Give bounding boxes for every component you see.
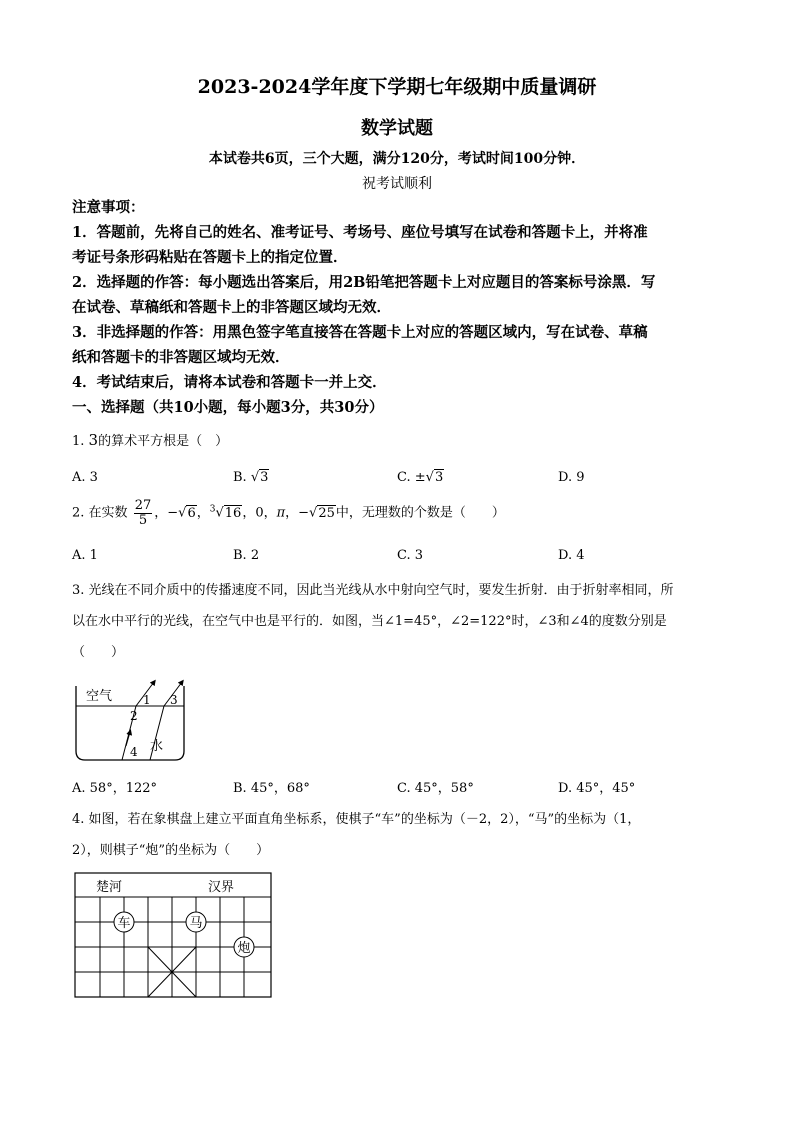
q2-option-c[interactable]: C. 3 — [397, 548, 424, 563]
notice-line: 纸和答题卡的非答题区域均无效． — [72, 349, 290, 366]
q2-prefix: 2. 在实数 — [72, 505, 128, 521]
q2-fraction — [134, 499, 153, 527]
angle-1-label: 1 — [143, 693, 151, 707]
q3-line: 以在水中平行的光线，在空气中也是平行的．如图，当∠1=45°，∠2=122°时，∠3和∠4的度数分别是 — [72, 614, 667, 629]
q1-option-c[interactable]: C. ±√3 — [397, 470, 444, 485]
q2-option-a[interactable]: A. 1 — [72, 548, 98, 563]
q1-number: 1. — [72, 434, 85, 449]
q1-option-c-sign: ± — [414, 470, 426, 485]
q2-pi: π — [276, 505, 286, 521]
question-1 — [72, 430, 228, 449]
piece-che: 车 — [117, 916, 131, 931]
section-heading: 一、选择题（共10小题，每小题3分，共30分） — [72, 399, 384, 416]
q2-sep: ，− — [285, 505, 310, 521]
q3-refraction-figure — [72, 676, 197, 764]
q2-cuberoot-index: 3 — [209, 504, 216, 515]
q2-sep: ， — [196, 505, 210, 521]
piece-ma: 马 — [189, 916, 203, 931]
q2-option-b[interactable]: B. 2 — [233, 548, 260, 563]
q4-line: 2），则棋子“炮”的坐标为（ ） — [72, 843, 270, 858]
water-label: 水 — [150, 739, 164, 754]
q1-option-b[interactable]: B. √3 — [233, 470, 269, 485]
ray-arrow-water — [126, 732, 130, 746]
exam-intro: 本试卷共6页，三个大题，满分120分，考试时间100分钟． — [208, 151, 586, 167]
notice-line: 1．答题前，先将自己的姓名、准考证号、考场号、座位号填写在试卷和答题卡上，并将准 — [72, 224, 648, 241]
q1-option-c-label: C. — [397, 470, 411, 485]
q4-line: 4. 如图，若在象棋盘上建立平面直角坐标系，使棋子“车”的坐标为（－2，2），“马”的坐标为（1， — [72, 812, 641, 827]
q1-option-b-radicand: 3 — [260, 470, 269, 485]
river-label-left: 楚河 — [96, 880, 123, 895]
question-2: 2. 在实数 $\frac{27}{5}$ ，−√6，$^3$√16，0，π，−√25中，无理数的个数是（ ） — [72, 498, 505, 528]
q4-chessboard-figure — [74, 872, 274, 1000]
angle-2-label: 2 — [130, 709, 138, 723]
q1-option-b-label: B. — [233, 470, 247, 485]
q2-fraction-denominator: 5 — [138, 512, 148, 528]
river-label-right: 汉界 — [208, 880, 235, 895]
q1-option-d[interactable]: D. 9 — [558, 470, 585, 485]
subject-title: 数学试题 — [361, 118, 433, 139]
q2-radicand-6: 6 — [187, 505, 196, 521]
q2-radicand-25: 25 — [318, 505, 335, 521]
notice-line: 2．选择题的作答：每小题选出答案后，用2B铅笔把答题卡上对应题目的答案标号涂黑．写 — [72, 274, 656, 291]
q3-option-b[interactable]: B. 45°，68° — [233, 781, 310, 796]
exam-title: 2023-2024学年度下学期七年级期中质量调研 — [197, 76, 597, 98]
notice-line: 在试卷、草稿纸和答题卡上的非答题区域均无效． — [72, 299, 391, 316]
notice-line: 考证号条形码粘贴在答题卡上的指定位置． — [72, 249, 348, 266]
q2-sep: ，− — [154, 505, 179, 521]
notice-line: 4．考试结束后，请将本试卷和答题卡一并上交． — [72, 374, 387, 391]
q2-option-d[interactable]: D. 4 — [558, 548, 585, 563]
q3-line: （ ） — [72, 645, 125, 660]
exam-wish: 祝考试顺利 — [362, 176, 432, 192]
q1-option-a[interactable]: A. 3 — [72, 470, 98, 485]
notice-heading: 注意事项： — [72, 199, 145, 216]
q1-option-c-radicand: 3 — [434, 470, 444, 485]
q1-text: 的算术平方根是（ ） — [98, 434, 229, 449]
notice-line: 3．非选择题的作答：用黑色签字笔直接答在答题卡上对应的答题区域内，写在试卷、草稿 — [72, 324, 648, 341]
angle-3-label: 3 — [170, 693, 178, 707]
q1-value: 3 — [88, 431, 99, 449]
q2-radicand-16: 16 — [224, 505, 242, 521]
q3-option-a[interactable]: A. 58°，122° — [72, 781, 158, 796]
q2-suffix: 中，无理数的个数是（ ） — [335, 505, 505, 521]
q2-fraction-numerator: 27 — [134, 498, 152, 513]
piece-pao: 炮 — [237, 941, 251, 956]
q3-line: 3. 光线在不同介质中的传播速度不同，因此当光线从水中射向空气时，要发生折射．由于折射率相同，所 — [72, 583, 674, 598]
q3-option-d[interactable]: D. 45°，45° — [558, 781, 636, 796]
q2-sep: ，0， — [242, 505, 277, 521]
angle-4-label: 4 — [130, 745, 138, 759]
q3-option-c[interactable]: C. 45°，58° — [397, 781, 474, 796]
air-label: 空气 — [86, 689, 113, 704]
